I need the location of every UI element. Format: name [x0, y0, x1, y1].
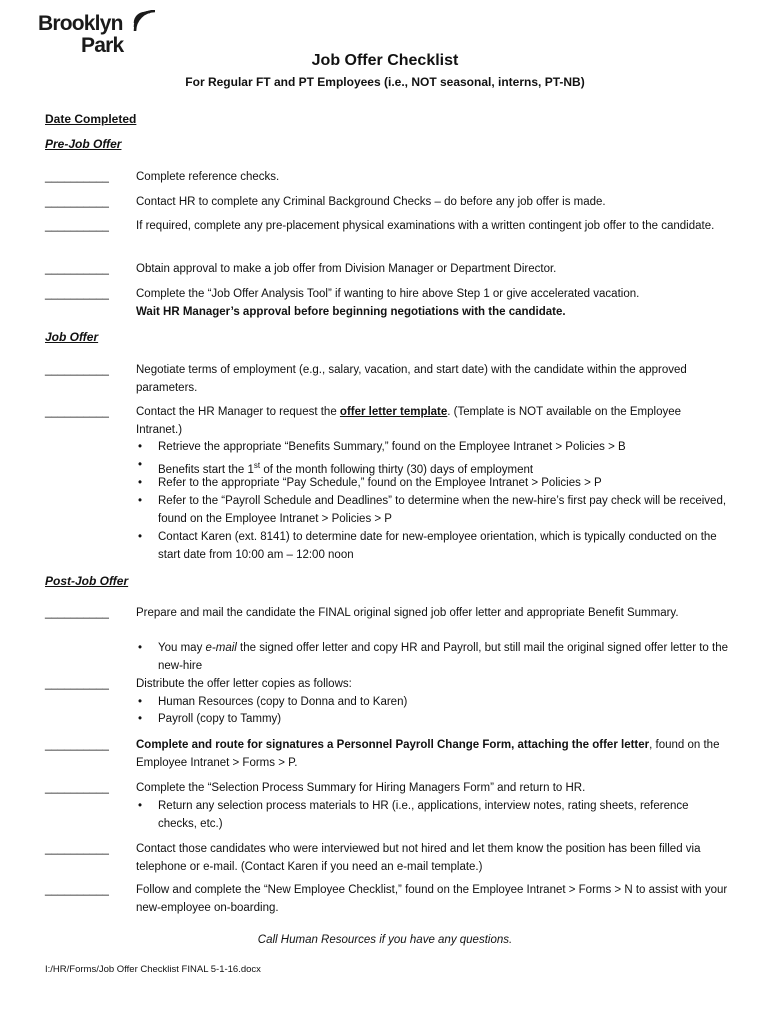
checkbox-line[interactable]: __________	[45, 843, 109, 855]
logo-line1: Brooklyn	[38, 12, 123, 35]
bullet-item: • Human Resources (copy to Donna and to Karen)	[136, 694, 730, 712]
bullet-item: • Retrieve the appropriate “Benefits Summary,” found on the Employee Intranet > Policies > B	[136, 439, 730, 457]
bullet-item	[136, 640, 730, 675]
checkbox-line[interactable]: __________	[45, 406, 109, 418]
checkbox-line[interactable]: __________	[45, 739, 109, 751]
bullet-text: of the month following thirty (30) days of employment	[260, 463, 534, 476]
pre-job-offer-heading: Pre-Job Offer	[45, 137, 122, 151]
checkbox-line[interactable]: __________	[45, 782, 109, 794]
checklist-item: Prepare and mail the candidate the FINAL original signed job offer letter and appropriate Benefit Summary.	[136, 607, 679, 619]
checklist-item: Follow and complete the “New Employee Checklist,” found on the Employee Intranet > Forms > N to assist with your new-employee on-boarding.	[136, 884, 728, 914]
checklist-item: If required, complete any pre-placement physical examinations with a written contingent job offer to the candidate.	[136, 220, 715, 232]
broadcast-arcs-icon	[132, 10, 158, 36]
superscript: st	[253, 461, 261, 470]
checklist-item: Contact HR to complete any Criminal Background Checks – do before any job offer is made.	[136, 196, 606, 208]
checkbox-line[interactable]: __________	[45, 263, 109, 275]
item-bold-text: Wait HR Manager’s approval before beginning negotiations with the candidate.	[136, 305, 566, 318]
item-bold-text: Complete and route for signatures a Personnel Payroll Change Form, attaching the offer letter	[136, 739, 650, 751]
item-text: , found on the Employee Intranet > Forms > P.	[136, 739, 720, 769]
checkbox-line[interactable]: __________	[45, 196, 109, 208]
bullet-text: Benefits start the 1	[158, 463, 254, 476]
bullet-emphasis: e-mail	[205, 642, 237, 654]
page-title: Job Offer Checklist	[311, 52, 459, 69]
checkbox-line[interactable]: __________	[45, 884, 109, 896]
checklist-item: Negotiate terms of employment (e.g., salary, vacation, and start date) with the candidate within the approved parameters.	[136, 364, 687, 394]
checkbox-line[interactable]: __________	[45, 607, 109, 619]
bullet-text: You may	[158, 642, 206, 654]
checkbox-line[interactable]: __________	[45, 171, 109, 183]
checkbox-line[interactable]: __________	[45, 678, 109, 690]
item-text: . (Template is NOT available on the Employee Intranet.)	[136, 406, 682, 436]
checkbox-line[interactable]: __________	[45, 220, 109, 232]
checkbox-line[interactable]: __________	[45, 364, 109, 376]
page-subtitle: For Regular FT and PT Employees (i.e., NOT seasonal, interns, PT-NB)	[185, 75, 585, 89]
file-path: I:/HR/Forms/Job Offer Checklist FINAL 5-1-16.docx	[45, 964, 261, 975]
bullet-item: • Payroll (copy to Tammy)	[136, 711, 730, 729]
checklist-item	[136, 404, 730, 439]
item-text: Contact the HR Manager to request the	[136, 406, 340, 418]
checkbox-line[interactable]: __________	[45, 288, 109, 300]
checklist-item	[136, 286, 730, 321]
job-offer-heading: Job Offer	[45, 330, 99, 344]
item-text: Complete the “Job Offer Analysis Tool” if wanting to hire above Step 1 or give accelerated vacation.	[136, 288, 640, 300]
checklist-item: Complete the “Selection Process Summary for Hiring Managers Form” and return to HR.	[136, 782, 586, 794]
checklist-item: Obtain approval to make a job offer from Division Manager or Department Director.	[136, 263, 557, 275]
checklist-item: Distribute the offer letter copies as follows:	[136, 678, 352, 690]
checklist-item: Complete reference checks.	[136, 171, 280, 183]
offer-letter-template-link[interactable]: offer letter template	[339, 406, 448, 418]
bullet-text: the signed offer letter and copy HR and Payroll, but still mail the original signed offer letter to the new-hire	[158, 642, 728, 672]
bullet-item: • Refer to the “Payroll Schedule and Deadlines” to determine when the new-hire’s first pay check will be received, found on the Employee Intranet > Policies > P	[136, 493, 730, 528]
date-completed-heading: Date Completed	[45, 112, 137, 126]
bullet-item: • Refer to the appropriate “Pay Schedule,” found on the Employee Intranet > Policies > P	[136, 475, 730, 493]
bullet-item: • Return any selection process materials to HR (i.e., applications, interview notes, rating sheets, reference checks, etc.)	[136, 798, 730, 833]
logo-line2: Park	[81, 34, 124, 57]
checklist-item: Contact those candidates who were interviewed but not hired and let them know the position has been filled via telephone or e-mail. (Contact Karen if you need an e-mail template.)	[136, 843, 701, 873]
bullet-item: • Contact Karen (ext. 8141) to determine date for new-employee orientation, which is typically conducted on the start date from 10:00 am – 12:00 noon	[136, 529, 730, 564]
post-job-offer-heading: Post-Job Offer	[45, 574, 129, 588]
footer-note: Call Human Resources if you have any questions.	[257, 934, 513, 946]
checklist-item	[136, 737, 730, 772]
